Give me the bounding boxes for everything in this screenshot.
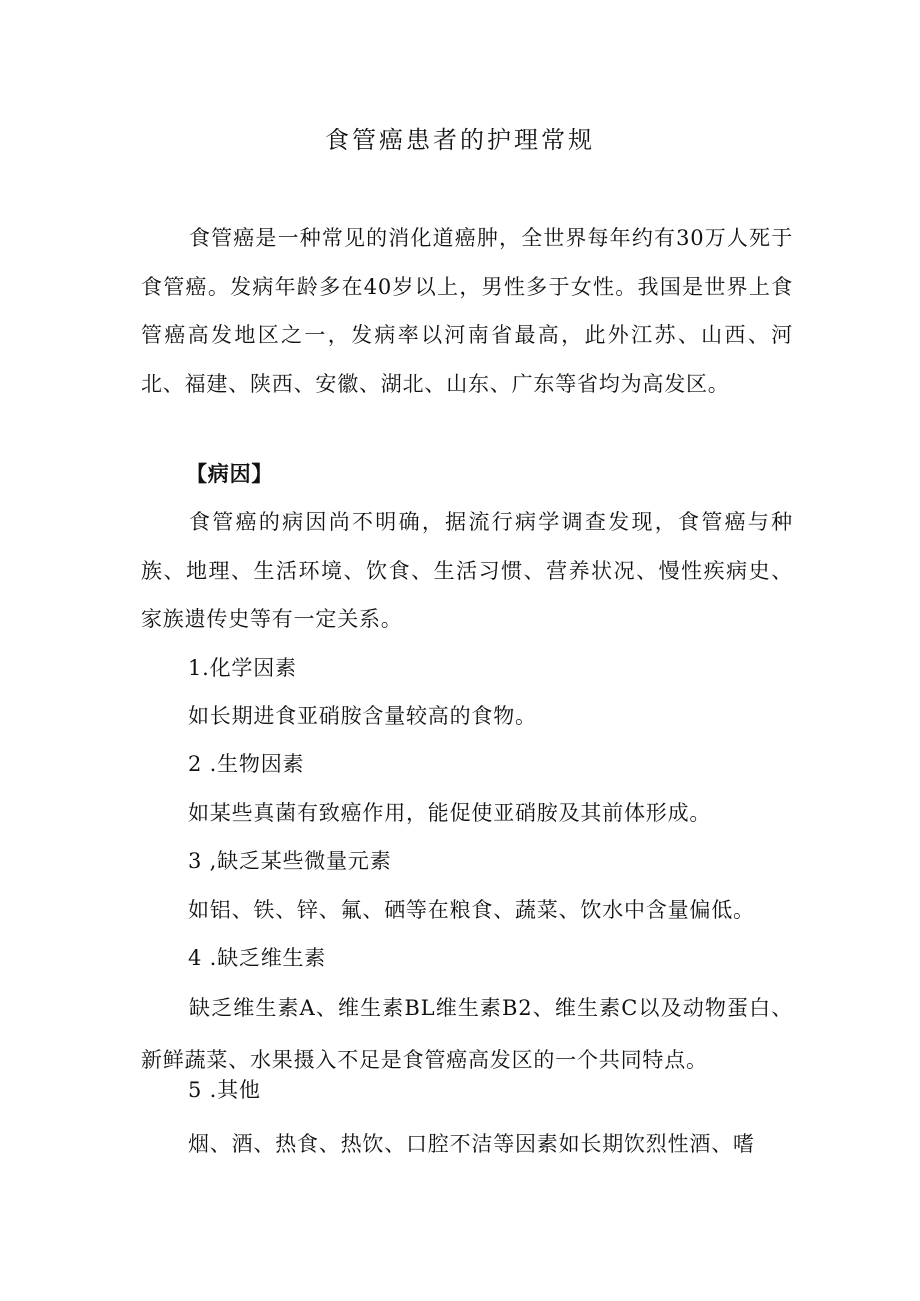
- factor-text: 缺乏维生素A、维生素BL维生素B2、维生素C以及动物蛋白、新鲜蔬菜、水果摄入不足是食管癌高发区的一个共同特点。: [141, 996, 793, 1072]
- section-heading-cause: 【病因】: [186, 461, 274, 486]
- factor-heading: 1.化学因素: [188, 656, 297, 680]
- factor-heading: 3 ,缺乏某些微量元素: [188, 849, 392, 873]
- factor-text: 如某些真菌有致癌作用，能促使亚硝胺及其前体形成。: [188, 801, 712, 825]
- cause-intro-paragraph: 食管癌的病因尚不明确，据流行病学调查发现，食管癌与种族、地理、生活环境、饮食、生活习惯、营养状况、慢性疾病史、家族遗传史等有一定关系。: [141, 510, 793, 632]
- factor-heading: 5 .其他: [188, 1078, 261, 1102]
- factor-heading: 2 .生物因素: [188, 752, 305, 776]
- intro-paragraph: 食管癌是一种常见的消化道癌肿，全世界每年约有30万人死于食管癌。发病年龄多在40岁以上，男性多于女性。我国是世界上食管癌高发地区之一，发病率以河南省最高，此外江苏、山西、河北、福建、陕西、安徽、湖北、山东、广东等省均为高发区。: [141, 226, 793, 396]
- factor-text: 烟、酒、热食、热饮、口腔不洁等因素如长期饮烈性酒、嗜: [188, 1132, 755, 1156]
- factor-text: 如长期进食亚硝胺含量较高的食物。: [188, 704, 537, 728]
- factor-text: 如铝、铁、锌、氟、硒等在粮食、蔬菜、饮水中含量偏低。: [188, 898, 755, 922]
- factor-heading: 4 .缺乏维生素: [188, 946, 327, 970]
- document-title: 食管癌患者的护理常规: [325, 126, 595, 154]
